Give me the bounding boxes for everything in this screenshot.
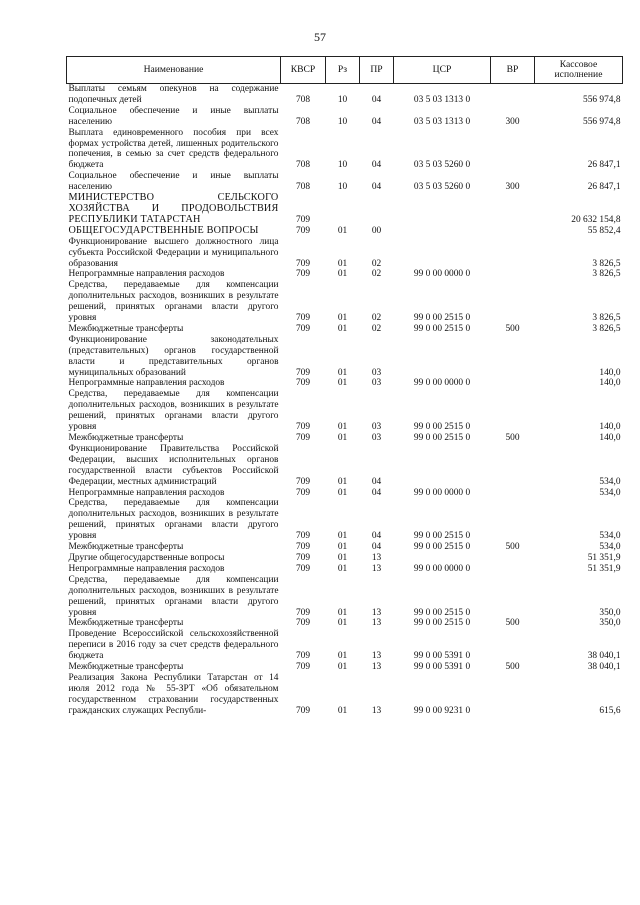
row-csr: 03 5 03 5260 0 bbox=[413, 160, 471, 171]
row-pr: 13 bbox=[371, 662, 382, 673]
row-amount: 55 852,4 bbox=[587, 225, 621, 236]
table-row bbox=[67, 575, 623, 619]
table-row bbox=[67, 542, 623, 553]
row-rz: 01 bbox=[337, 607, 348, 618]
row-amount: 3 826,5 bbox=[592, 258, 621, 269]
row-csr: 99 0 00 9231 0 bbox=[413, 705, 471, 716]
row-kvsr: 709 bbox=[295, 422, 311, 433]
row-csr: 99 0 00 5391 0 bbox=[413, 651, 471, 662]
row-rz: 10 bbox=[337, 116, 348, 127]
row-name: Непрограммные направления расходов bbox=[68, 487, 225, 498]
row-csr: 99 0 00 2515 0 bbox=[413, 433, 471, 443]
row-name: Средства, передаваемые для компенсации дополнительных расходов, возникших в результате решений, принятых органами власти другого уровня bbox=[68, 498, 279, 542]
row-name: Функционирование высшего должностного лица субъекта Российской Федерации и муниципального образования bbox=[68, 236, 279, 269]
table-row bbox=[67, 378, 623, 389]
row-kvsr: 709 bbox=[295, 476, 311, 487]
row-name: Функционирование Правительства Российской Федерации, высших исполнительных органов государственной власти субъектов Российской Федерации, местных администраций bbox=[68, 443, 279, 487]
table-body bbox=[67, 84, 623, 717]
row-vr bbox=[491, 444, 535, 488]
row-pr: 04 bbox=[371, 487, 382, 498]
row-vr bbox=[491, 629, 535, 662]
header-vr: ВР bbox=[491, 57, 535, 84]
row-amount: 51 351,9 bbox=[587, 563, 621, 574]
row-vr bbox=[491, 488, 535, 499]
row-kvsr: 709 bbox=[295, 367, 311, 378]
row-amount: 3 826,5 bbox=[592, 269, 621, 280]
row-kvsr: 709 bbox=[295, 258, 311, 269]
row-amount: 350,0 bbox=[599, 607, 621, 618]
row-csr bbox=[394, 237, 491, 270]
row-amount: 350,0 bbox=[599, 618, 621, 629]
row-pr: 04 bbox=[371, 160, 382, 171]
row-rz: 01 bbox=[337, 487, 348, 498]
table-row bbox=[67, 433, 623, 444]
row-amount: 140,0 bbox=[599, 433, 621, 443]
row-vr: 500 bbox=[505, 433, 520, 443]
row-amount: 140,0 bbox=[599, 367, 621, 378]
row-rz: 10 bbox=[337, 160, 348, 171]
row-pr: 02 bbox=[371, 323, 382, 334]
row-vr bbox=[491, 564, 535, 575]
row-amount: 534,0 bbox=[599, 487, 621, 498]
row-pr: 04 bbox=[371, 182, 382, 193]
row-vr bbox=[491, 335, 535, 379]
row-name: МИНИСТЕРСТВО СЕЛЬСКОГО ХОЗЯЙСТВА И ПРОДОВОЛЬСТВИЯ РЕСПУБЛИКИ ТАТАРСТАН bbox=[68, 192, 279, 225]
row-kvsr: 709 bbox=[295, 552, 311, 563]
row-amount: 615,6 bbox=[599, 705, 621, 716]
row-csr bbox=[394, 553, 491, 564]
row-pr: 04 bbox=[371, 116, 382, 127]
table-row bbox=[67, 128, 623, 172]
row-kvsr: 709 bbox=[295, 705, 311, 716]
row-pr bbox=[360, 193, 394, 226]
header-csr: ЦСР bbox=[394, 57, 491, 84]
row-amount: 534,0 bbox=[599, 476, 621, 487]
table-row bbox=[67, 564, 623, 575]
table-row bbox=[67, 237, 623, 270]
row-csr: 99 0 00 2515 0 bbox=[413, 531, 471, 542]
table-row bbox=[67, 280, 623, 324]
row-amount: 140,0 bbox=[599, 378, 621, 389]
row-amount: 26 847,1 bbox=[587, 182, 621, 193]
row-csr: 99 0 00 0000 0 bbox=[413, 563, 471, 574]
header-kvsr: КВСР bbox=[281, 57, 326, 84]
row-kvsr: 709 bbox=[295, 225, 311, 236]
row-kvsr: 709 bbox=[295, 651, 311, 662]
row-pr: 03 bbox=[371, 378, 382, 389]
row-rz: 10 bbox=[337, 94, 348, 105]
row-name: Средства, передаваемые для компенсации дополнительных расходов, возникших в результате решений, принятых органами власти другого уровня bbox=[68, 280, 279, 324]
row-rz: 01 bbox=[337, 662, 348, 673]
row-rz: 01 bbox=[337, 323, 348, 334]
table-row bbox=[67, 84, 623, 106]
row-name: ОБЩЕГОСУДАРСТВЕННЫЕ ВОПРОСЫ bbox=[68, 224, 259, 236]
row-kvsr: 709 bbox=[295, 662, 311, 673]
row-csr: 99 0 00 0000 0 bbox=[413, 378, 471, 389]
row-pr: 13 bbox=[371, 651, 382, 662]
row-csr: 03 5 03 1313 0 bbox=[413, 116, 471, 127]
row-kvsr: 708 bbox=[295, 116, 311, 127]
row-name: Средства, передаваемые для компенсации дополнительных расходов, возникших в результате решений, принятых органами власти другого уровня bbox=[68, 389, 279, 433]
table-row bbox=[67, 488, 623, 499]
table-row bbox=[67, 324, 623, 335]
row-name: Социальное обеспечение и иные выплаты населению bbox=[68, 105, 279, 127]
row-vr bbox=[491, 269, 535, 280]
row-name: Реализация Закона Республики Татарстан от 14 июля 2012 года № 55-ЗРТ «Об обязательном государственном страховании государственных гражданских служащих Республи- bbox=[68, 672, 279, 716]
row-csr: 99 0 00 2515 0 bbox=[413, 313, 471, 324]
row-vr bbox=[491, 553, 535, 564]
row-csr: 03 5 03 1313 0 bbox=[413, 94, 471, 105]
row-csr: 99 0 00 5391 0 bbox=[413, 662, 471, 673]
row-csr: 99 0 00 2515 0 bbox=[413, 618, 471, 629]
header-amount: Кассовое исполнение bbox=[535, 57, 623, 84]
row-kvsr: 709 bbox=[295, 487, 311, 498]
row-amount: 3 826,5 bbox=[592, 323, 621, 334]
row-name: Выплата единовременного пособия при всех формах устройства детей, лишенных родительского попечения, в семью за счет средств федерального бюджета bbox=[68, 127, 279, 171]
row-rz: 01 bbox=[337, 542, 348, 553]
table-row bbox=[67, 444, 623, 488]
row-pr: 04 bbox=[371, 94, 382, 105]
row-vr: 500 bbox=[505, 542, 520, 553]
row-pr: 04 bbox=[371, 531, 382, 542]
row-kvsr: 708 bbox=[295, 160, 311, 171]
row-pr: 03 bbox=[371, 433, 382, 443]
row-vr: 500 bbox=[505, 323, 520, 334]
row-amount: 51 351,9 bbox=[587, 552, 621, 563]
row-rz: 01 bbox=[337, 367, 348, 378]
row-rz: 01 bbox=[337, 563, 348, 574]
row-csr bbox=[394, 444, 491, 488]
row-rz: 01 bbox=[337, 433, 348, 443]
row-vr bbox=[491, 226, 535, 237]
row-vr: 300 bbox=[505, 116, 520, 127]
row-amount: 20 632 154,8 bbox=[571, 214, 621, 225]
row-name: Проведение Всероссийской сельскохозяйственной переписи в 2016 году за счет средств федерального бюджета bbox=[68, 629, 279, 662]
row-name: Непрограммные направления расходов bbox=[68, 378, 225, 389]
row-kvsr: 709 bbox=[295, 214, 311, 225]
table-row bbox=[67, 618, 623, 629]
row-pr: 02 bbox=[371, 269, 382, 280]
table-row bbox=[67, 498, 623, 542]
row-name: Непрограммные направления расходов bbox=[68, 563, 225, 574]
table-row bbox=[67, 106, 623, 128]
row-vr bbox=[491, 193, 535, 226]
row-vr bbox=[491, 237, 535, 270]
row-csr: 99 0 00 2515 0 bbox=[413, 422, 471, 433]
page-number: 57 bbox=[314, 30, 326, 44]
table-row bbox=[67, 389, 623, 433]
table-row bbox=[67, 171, 623, 193]
row-csr: 99 0 00 0000 0 bbox=[413, 269, 471, 280]
row-name: Межбюджетные трансферты bbox=[68, 433, 184, 443]
row-rz: 01 bbox=[337, 552, 348, 563]
row-vr bbox=[491, 575, 535, 619]
row-kvsr: 709 bbox=[295, 542, 311, 553]
row-kvsr: 709 bbox=[295, 531, 311, 542]
row-pr: 13 bbox=[371, 705, 382, 716]
row-pr: 13 bbox=[371, 563, 382, 574]
row-rz: 01 bbox=[337, 651, 348, 662]
row-vr: 300 bbox=[505, 182, 520, 193]
row-csr: 99 0 00 0000 0 bbox=[413, 487, 471, 498]
table-row bbox=[67, 269, 623, 280]
row-kvsr: 709 bbox=[295, 378, 311, 389]
row-name: Средства, передаваемые для компенсации дополнительных расходов, возникших в результате решений, принятых органами власти другого уровня bbox=[68, 574, 279, 618]
row-vr: 500 bbox=[505, 662, 520, 673]
row-name: Межбюджетные трансферты bbox=[68, 323, 184, 334]
row-rz: 01 bbox=[337, 225, 348, 236]
row-name: Социальное обеспечение и иные выплаты населению bbox=[68, 171, 279, 193]
row-vr bbox=[491, 128, 535, 172]
row-vr bbox=[491, 673, 535, 717]
row-rz: 01 bbox=[337, 313, 348, 324]
table-row bbox=[67, 193, 623, 226]
row-amount: 38 040,1 bbox=[587, 662, 621, 673]
row-kvsr: 708 bbox=[295, 94, 311, 105]
row-vr bbox=[491, 378, 535, 389]
row-amount: 534,0 bbox=[599, 542, 621, 553]
row-csr: 99 0 00 2515 0 bbox=[413, 542, 471, 553]
row-amount: 26 847,1 bbox=[587, 160, 621, 171]
row-vr bbox=[491, 84, 535, 106]
header-pr: ПР bbox=[360, 57, 394, 84]
header-rz: Рз bbox=[326, 57, 360, 84]
row-kvsr: 709 bbox=[295, 323, 311, 334]
row-name: Другие общегосударственные вопросы bbox=[68, 552, 225, 563]
row-pr: 04 bbox=[371, 542, 382, 553]
table-row bbox=[67, 629, 623, 662]
row-rz: 01 bbox=[337, 258, 348, 269]
row-pr: 13 bbox=[371, 552, 382, 563]
row-kvsr: 708 bbox=[295, 182, 311, 193]
row-vr bbox=[491, 389, 535, 433]
row-amount: 556 974,8 bbox=[583, 94, 621, 105]
row-pr: 04 bbox=[371, 476, 382, 487]
table-row bbox=[67, 662, 623, 673]
row-pr: 13 bbox=[371, 618, 382, 629]
row-amount: 3 826,5 bbox=[592, 313, 621, 324]
row-name: Выплаты семьям опекунов на содержание подопечных детей bbox=[68, 84, 279, 105]
row-csr: 03 5 03 5260 0 bbox=[413, 182, 471, 193]
row-kvsr: 709 bbox=[295, 433, 311, 443]
row-rz: 01 bbox=[337, 705, 348, 716]
budget-table bbox=[66, 56, 623, 717]
row-rz: 10 bbox=[337, 182, 348, 193]
row-name: Межбюджетные трансферты bbox=[68, 618, 184, 629]
row-pr: 00 bbox=[371, 225, 382, 236]
row-rz: 01 bbox=[337, 618, 348, 629]
header-name: Наименование bbox=[67, 57, 281, 84]
row-amount: 38 040,1 bbox=[587, 651, 621, 662]
row-name: Межбюджетные трансферты bbox=[68, 542, 184, 553]
row-vr bbox=[491, 280, 535, 324]
row-kvsr: 709 bbox=[295, 563, 311, 574]
row-csr: 99 0 00 2515 0 bbox=[413, 323, 471, 334]
row-name: Функционирование законодательных (представительных) органов государственной власти и представительных органов муниципальных образований bbox=[68, 334, 279, 378]
row-rz: 01 bbox=[337, 378, 348, 389]
row-pr: 02 bbox=[371, 313, 382, 324]
row-vr: 500 bbox=[505, 618, 520, 629]
row-kvsr: 709 bbox=[295, 269, 311, 280]
row-kvsr: 709 bbox=[295, 618, 311, 629]
row-csr bbox=[394, 335, 491, 379]
table-row bbox=[67, 673, 623, 717]
table-header-row bbox=[67, 57, 623, 84]
row-amount: 534,0 bbox=[599, 531, 621, 542]
row-rz: 01 bbox=[337, 422, 348, 433]
row-amount: 556 974,8 bbox=[583, 116, 621, 127]
row-pr: 13 bbox=[371, 607, 382, 618]
row-kvsr: 709 bbox=[295, 313, 311, 324]
row-amount: 140,0 bbox=[599, 422, 621, 433]
row-pr: 02 bbox=[371, 258, 382, 269]
row-csr: 99 0 00 2515 0 bbox=[413, 607, 471, 618]
row-vr bbox=[491, 498, 535, 542]
row-name: Непрограммные направления расходов bbox=[68, 269, 225, 280]
row-kvsr: 709 bbox=[295, 607, 311, 618]
row-csr bbox=[394, 226, 491, 237]
row-rz: 01 bbox=[337, 269, 348, 280]
table-row bbox=[67, 335, 623, 379]
table-row bbox=[67, 226, 623, 237]
row-csr bbox=[394, 193, 491, 226]
row-rz: 01 bbox=[337, 476, 348, 487]
row-pr: 03 bbox=[371, 367, 382, 378]
row-rz bbox=[326, 193, 360, 226]
row-name: Межбюджетные трансферты bbox=[68, 662, 184, 673]
table-row bbox=[67, 553, 623, 564]
row-pr: 03 bbox=[371, 422, 382, 433]
row-rz: 01 bbox=[337, 531, 348, 542]
